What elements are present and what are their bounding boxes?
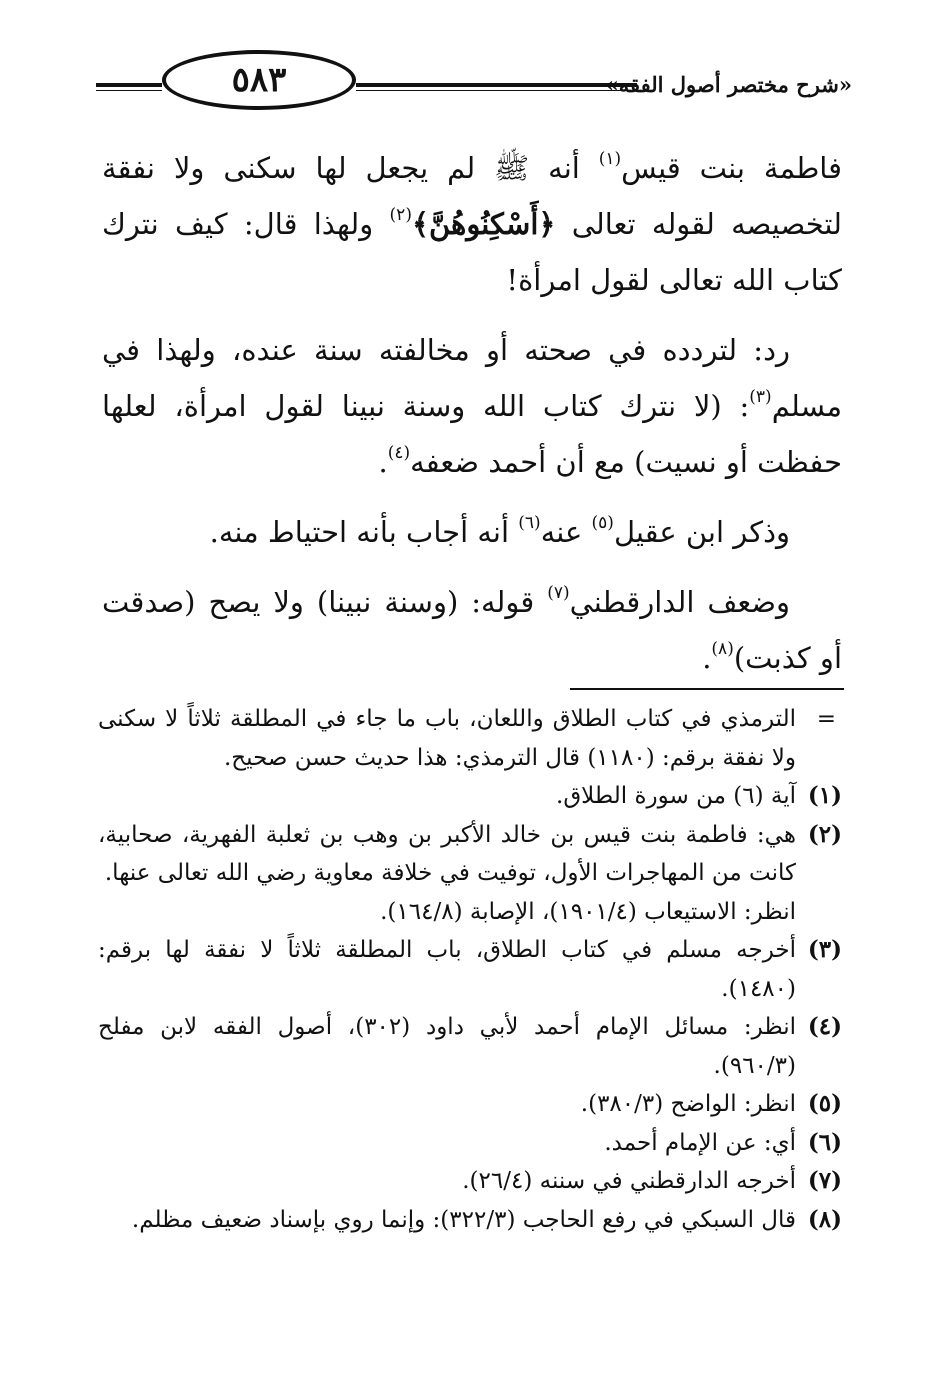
page-header xyxy=(96,50,852,120)
footnote-ref-4: (٤) xyxy=(387,443,411,463)
paragraph-4 xyxy=(102,574,842,686)
text-run: أنه ﷺ لم يجعل لها سكنى ولا نفقة لتخصيصه لقوله تعالى xyxy=(102,151,842,241)
footnote-text: هي: فاطمة بنت قيس بن خالد الأكبر بن وهب بن ثعلبة الفهرية، صحابية، كانت من المهاجرات الأول، توفيت في خلافة معاوية رضي الله تعالى عنها. xyxy=(98,821,796,886)
footnote-number: (٥) xyxy=(807,1090,842,1117)
page-number: ٥٨٣ xyxy=(162,50,356,110)
footnote-1 xyxy=(98,777,842,816)
footnote-ref-8: (٨) xyxy=(711,639,734,659)
footnote-text: الترمذي في كتاب الطلاق واللعان، باب ما جاء في المطلقة ثلاثاً لا سكنى ولا نفقة برقم: (١١٨٠) قال الترمذي: هذا حديث حسن صحيح. xyxy=(98,706,796,771)
footnote-ref-6: (٦) xyxy=(518,513,541,533)
header-rule-end xyxy=(96,83,162,87)
paragraph-2 xyxy=(102,322,842,490)
footnote-separator xyxy=(570,688,844,690)
footnote-text: قال السبكي في رفع الحاجب (٣٢٢/٣): وإنما روي بإسناد ضعيف مظلم. xyxy=(131,1206,796,1233)
text-run: . xyxy=(702,641,712,675)
footnote-6 xyxy=(98,1124,842,1163)
text-run: أنه أجاب بأنه احتياط منه. xyxy=(209,515,519,549)
footnote-number: (٤) xyxy=(807,1013,842,1040)
footnote-5 xyxy=(98,1085,842,1124)
footnote-ref-5: (٥) xyxy=(591,513,614,533)
footnote-4 xyxy=(98,1008,842,1085)
text-run: عنه xyxy=(540,515,592,549)
text-run: ولهذا قال: كيف نترك كتاب الله تعالى لقول امرأة! xyxy=(102,207,842,297)
footnote-text: آية (٦) من سورة الطلاق. xyxy=(556,783,796,809)
text-run: وذكر ابن عقيل xyxy=(613,515,790,549)
book-title: «شرح مختصر أصول الفقه» xyxy=(605,72,852,97)
footnote-text: أخرجه الدارقطني في سننه (٢٦/٤). xyxy=(462,1168,796,1194)
footnote-text: أخرجه مسلم في كتاب الطلاق، باب المطلقة ثلاثاً لا نفقة لها برقم: (١٤٨٠). xyxy=(98,937,796,1002)
main-text xyxy=(102,140,842,686)
footnote-number: (٧) xyxy=(807,1167,842,1194)
footnote-text: أي: عن الإمام أحمد. xyxy=(604,1129,796,1156)
footnote-number: (٣) xyxy=(807,936,842,963)
text-run: وضعف الدارقطني xyxy=(569,585,791,619)
footnote-ref-7: (٧) xyxy=(547,583,570,603)
footnote-2 xyxy=(98,816,842,893)
continuation-mark: = xyxy=(816,706,836,732)
footnote-2-source: انظر: الاستيعاب (١٩٠١/٤)، الإصابة (١٦٤/٨). xyxy=(380,898,796,925)
footnote-ref-3: (٣) xyxy=(749,387,772,407)
paragraph-1 xyxy=(102,140,842,308)
text-run: : (لا نترك كتاب الله وسنة نبينا لقول امرأة، لعلها حفظت أو نسيت) مع أن أحمد ضعفه xyxy=(102,389,842,479)
text-run: . xyxy=(378,445,388,479)
footnote-ref-2: (٢) xyxy=(389,205,412,225)
quran-quote: ﴿أَسْكِنُوهُنَّ﴾ xyxy=(411,207,556,241)
footnote-ref-1: (١) xyxy=(598,149,622,169)
footnote-7 xyxy=(98,1162,842,1201)
header-rule xyxy=(356,83,637,87)
footnotes xyxy=(98,700,842,1239)
footnote-number: (٦) xyxy=(807,1128,842,1156)
footnote-text: انظر: الواضح (٣٨٠/٣). xyxy=(580,1091,796,1117)
footnote-number: (٢) xyxy=(807,820,842,848)
text-run: رد: لتردده في صحته أو مخالفته سنة عنده، ولهذا في مسلم xyxy=(102,333,842,423)
footnote-text: انظر: مسائل الإمام أحمد لأبي داود (٣٠٢)، أصول الفقه لابن مفلح (٩٦٠/٣). xyxy=(98,1014,796,1079)
footnote-continuation xyxy=(98,700,842,777)
footnote-number: (١) xyxy=(807,782,842,809)
footnote-number: (٨) xyxy=(807,1205,842,1233)
text-run: قوله: (وسنة نبينا) ولا يصح (صدقت أو كذبت) xyxy=(102,585,842,675)
text-run: فاطمة بنت قيس xyxy=(621,151,842,185)
paragraph-3 xyxy=(102,504,842,560)
footnote-3 xyxy=(98,931,842,1008)
footnote-8 xyxy=(98,1201,842,1240)
